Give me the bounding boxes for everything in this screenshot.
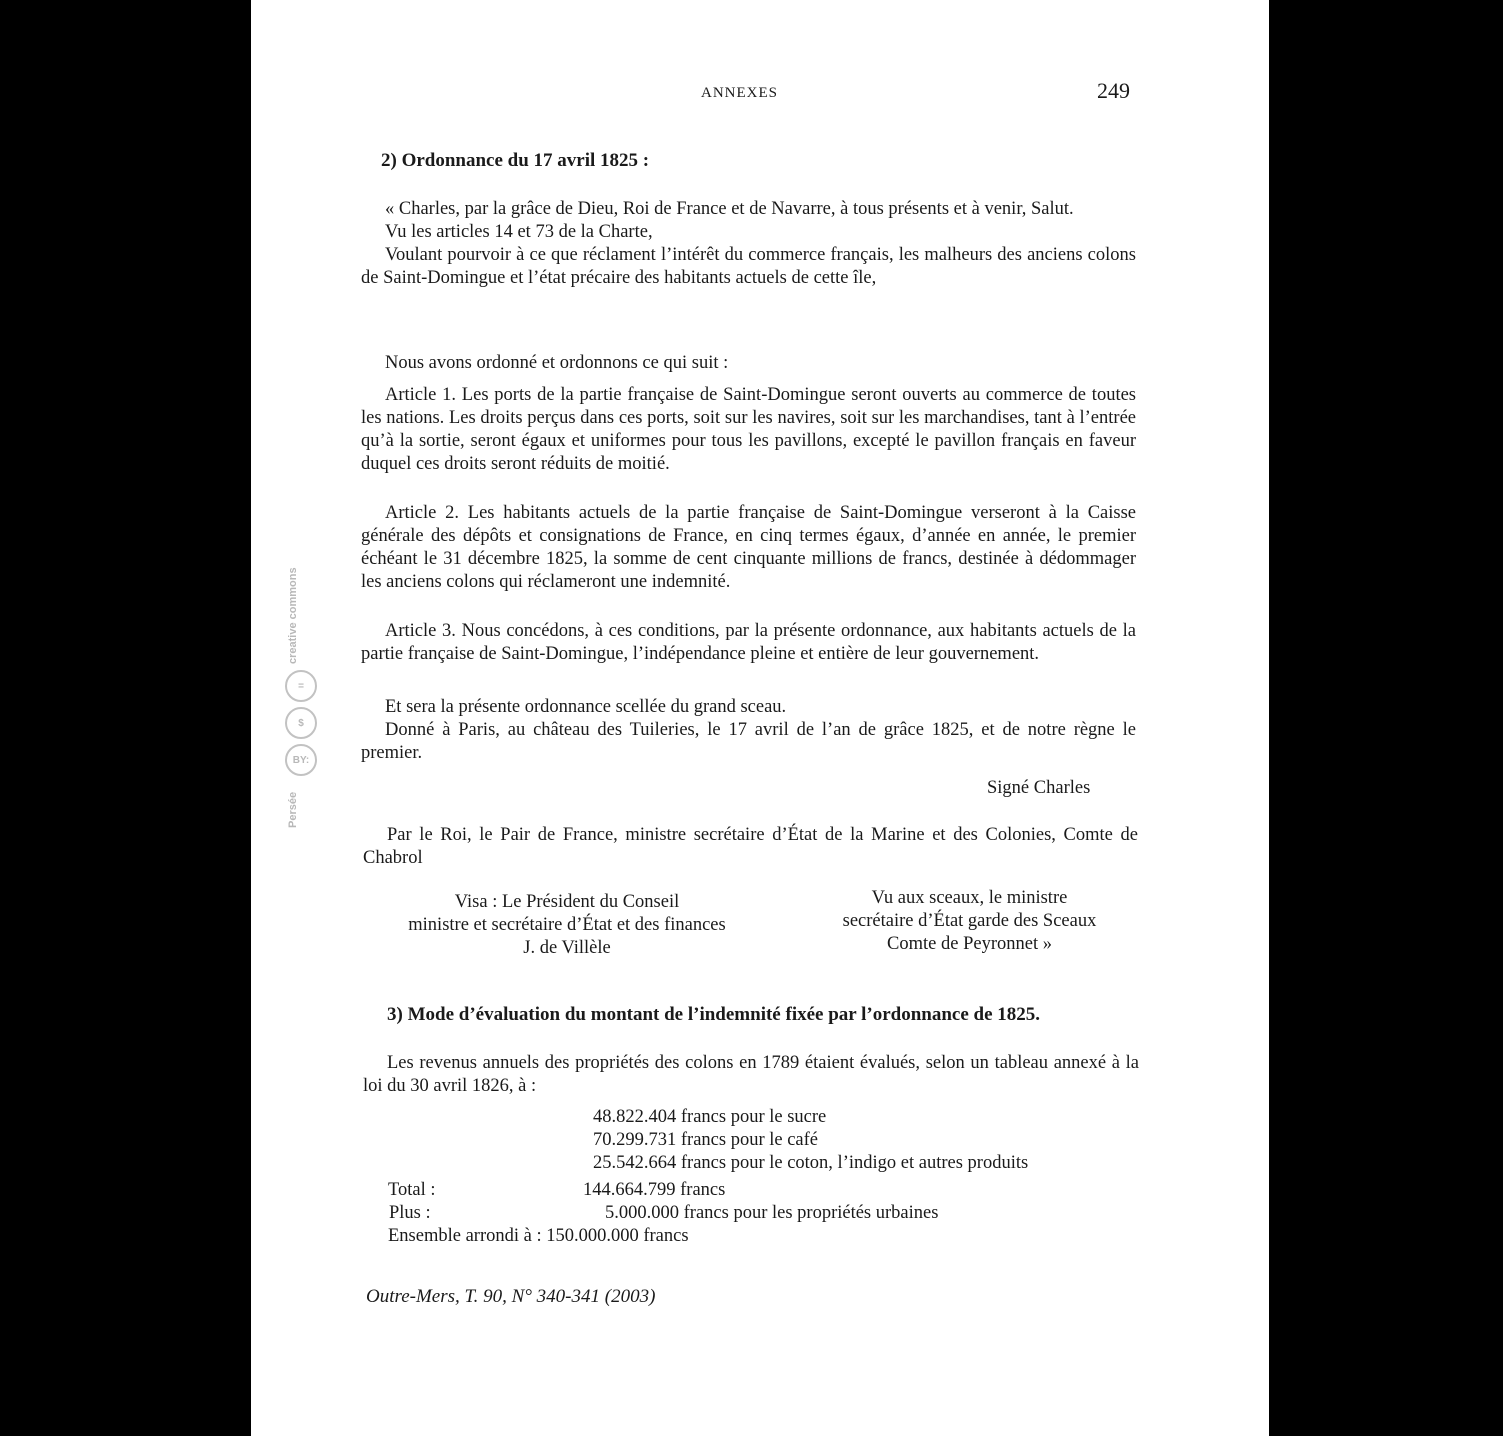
visa-left-line: ministre et secrétaire d’État et des finances — [408, 915, 726, 935]
table-row — [593, 1129, 818, 1152]
creative-commons-badge[interactable] — [281, 567, 317, 830]
article-2 — [361, 502, 1136, 594]
paragraph-closing — [361, 696, 1136, 765]
voulant-text: Voulant pourvoir à ce que réclament l’intérêt du commerce français, les malheurs des anciens colons de Saint-Domingue et l’état précaire des habitants actuels de cette île, — [361, 245, 1136, 288]
row-amount: 25.542.664 francs pour le coton, l’indigo et autres produits — [593, 1153, 1029, 1173]
visa-left-line: J. de Villèle — [523, 938, 611, 958]
page-number: 249 — [1097, 78, 1130, 103]
salutation-text: « Charles, par la grâce de Dieu, Roi de France et de Navarre, à tous présents et à venir, Salut. — [385, 199, 1074, 219]
ordonne-text: Nous avons ordonné et ordonnons ce qui suit : — [385, 353, 729, 373]
par-le-roi-text: Par le Roi, le Pair de France, ministre secrétaire d’État de la Marine et des Colonies, Comte de Chabrol — [363, 825, 1138, 868]
table-row — [593, 1152, 1028, 1175]
sceau-text: Et sera la présente ordonnance scellée du grand sceau. — [385, 697, 787, 717]
paragraph-ordonne — [361, 352, 1136, 375]
journal-citation: Outre-Mers, T. 90, N° 340-341 (2003) — [366, 1286, 656, 1307]
paragraph-salutation — [361, 198, 1136, 290]
donne-text: Donné à Paris, au château des Tuileries, le 17 avril de l’an de grâce 1825, et de notre règne le premier. — [361, 720, 1136, 763]
article-1-text: Article 1. Les ports de la partie française de Saint-Domingue seront ouverts au commerce de toutes les nations. Les droits perçus dans ces ports, soit sur les navires, soit sur les marchandises, tant à l’entrée qu’à la sortie, seront égaux et uniformes pour tous les pavillons, excepté le pavillon français en faveur duquel ces droits seront réduits de moitié. — [361, 385, 1136, 474]
visa-right-line: secrétaire d’État garde des Sceaux — [842, 911, 1097, 931]
section-3-title: 3) Mode d’évaluation du montant de l’indemnité fixée par l’ordonnance de 1825. — [387, 1004, 1041, 1025]
visa-right-line: Vu aux sceaux, le ministre — [871, 888, 1068, 908]
table-row — [388, 1225, 689, 1248]
no-derivatives-icon: = — [285, 670, 317, 702]
row-amount: 150.000.000 francs — [546, 1226, 689, 1246]
visa-right — [803, 887, 1136, 956]
row-label: Total : — [388, 1180, 436, 1200]
by-attribution-icon: BY: — [285, 744, 317, 776]
table-row — [389, 1202, 431, 1225]
par-le-roi — [363, 824, 1138, 870]
article-3-text: Article 3. Nous concédons, à ces conditions, par la présente ordonnance, aux habitants actuels de la partie française de Saint-Domingue, l’indépendance pleine et entière de leur gouvernement. — [361, 621, 1136, 664]
section-3-intro-text: Les revenus annuels des propriétés des colons en 1789 étaient évalués, selon un tableau annexé à la loi du 30 avril 1826, à : — [363, 1053, 1139, 1096]
table-row — [583, 1179, 725, 1202]
row-amount: 48.822.404 francs pour le sucre — [593, 1107, 827, 1127]
row-label: Ensemble arrondi à : — [388, 1226, 542, 1246]
row-label: Plus : — [389, 1203, 431, 1223]
document-page — [251, 0, 1269, 1436]
visa-left — [363, 891, 771, 960]
running-header: ANNEXES — [701, 85, 778, 101]
article-2-text: Article 2. Les habitants actuels de la partie française de Saint-Domingue verseront à la Caisse générale des dépôts et consignations de France, en cinq termes égaux, d’année en année, le premier échéant le 31 décembre 1825, la somme de cent cinquante millions de francs, destinée à dédommager les anciens colons qui réclameront une indemnité. — [361, 503, 1136, 592]
table-row — [605, 1202, 938, 1225]
non-commercial-icon: $ — [285, 707, 317, 739]
article-1 — [361, 384, 1136, 476]
section-3-intro — [363, 1052, 1139, 1098]
section-2-title: 2) Ordonnance du 17 avril 1825 : — [381, 150, 650, 171]
table-row — [593, 1106, 826, 1129]
visa-right-line: Comte de Peyronnet » — [887, 934, 1052, 954]
persee-text: Persée — [287, 791, 299, 828]
visa-left-line: Visa : Le Président du Conseil — [454, 892, 680, 912]
charte-text: Vu les articles 14 et 73 de la Charte, — [385, 222, 653, 242]
row-amount: 144.664.799 francs — [583, 1180, 726, 1200]
table-row — [388, 1179, 436, 1202]
row-amount: 5.000.000 francs pour les propriétés urbaines — [605, 1203, 939, 1223]
article-3 — [361, 620, 1136, 666]
signature: Signé Charles — [987, 778, 1091, 798]
row-amount: 70.299.731 francs pour le café — [593, 1130, 818, 1150]
creative-commons-text: creative commons — [287, 567, 299, 664]
